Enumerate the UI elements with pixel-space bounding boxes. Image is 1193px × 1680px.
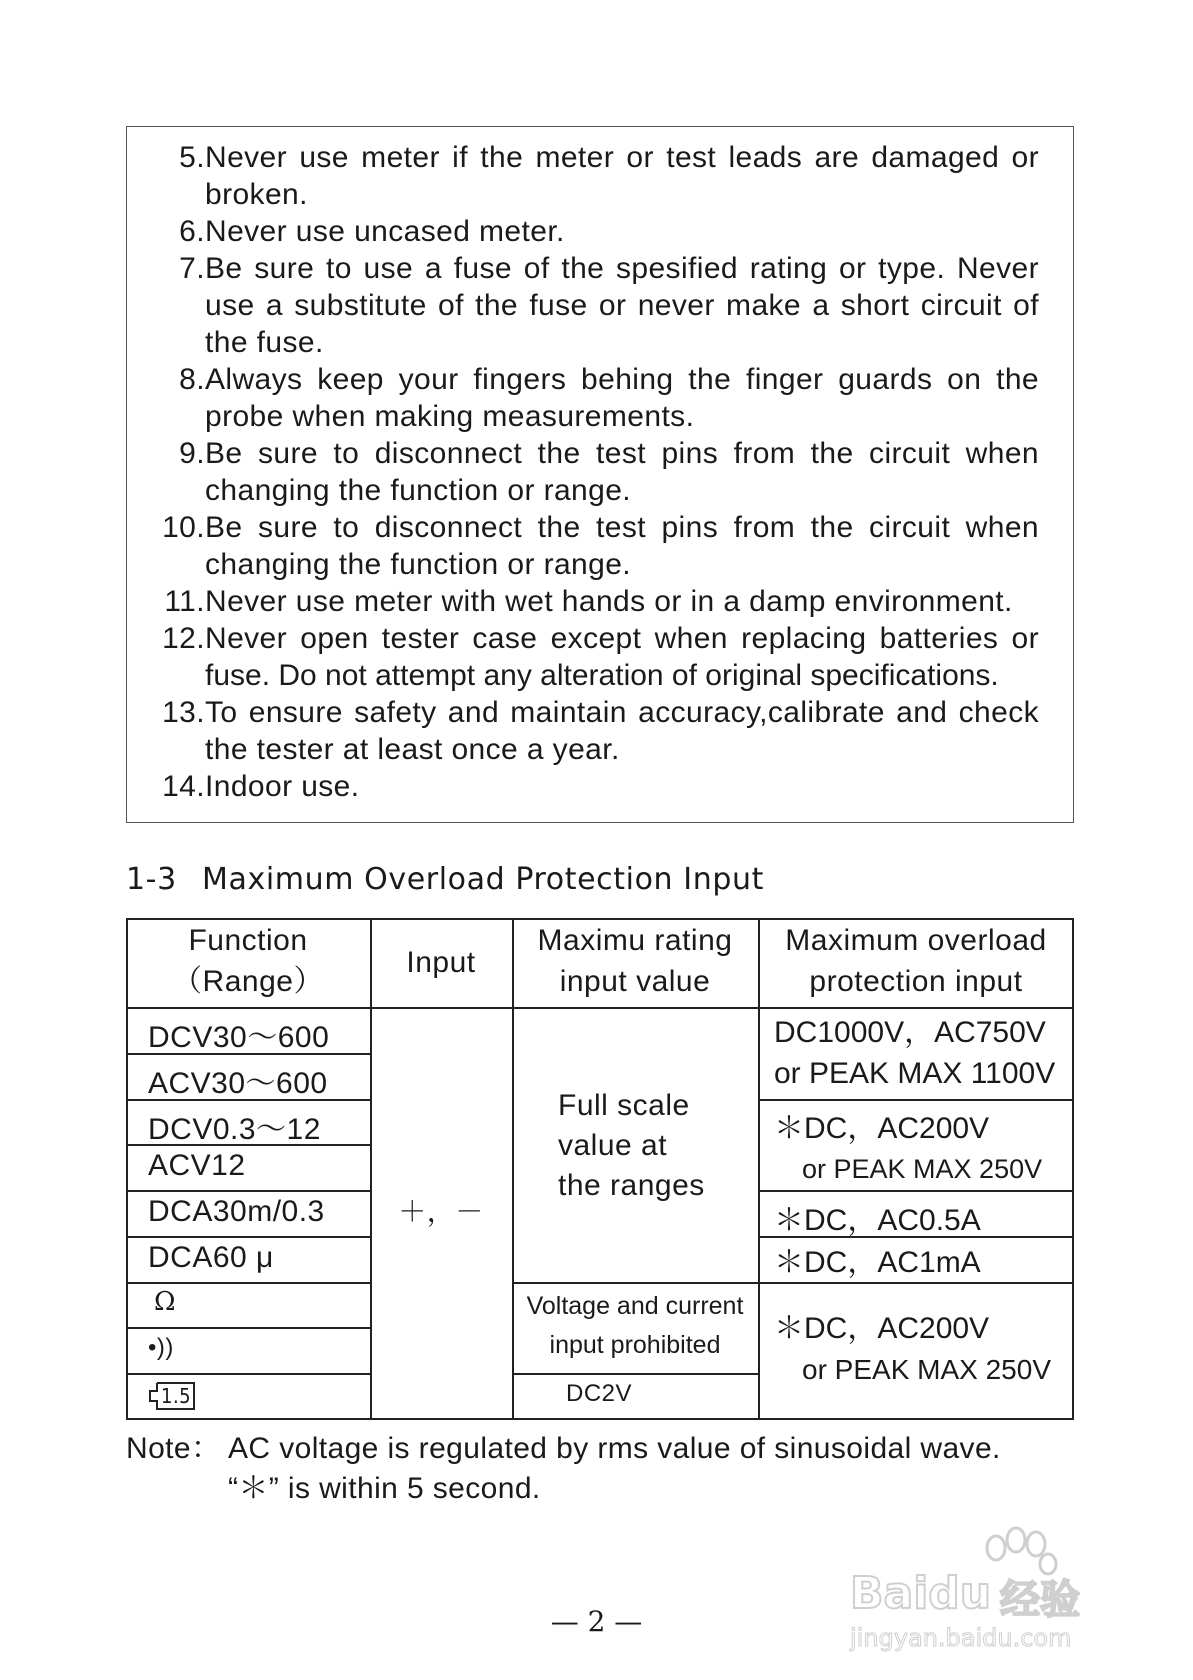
row-divider xyxy=(126,1373,370,1375)
function-dca60u: DCA60 μ xyxy=(148,1241,274,1274)
header-line: protection input xyxy=(809,965,1023,998)
section-number: 1-3 xyxy=(126,862,177,897)
item-number: 6. xyxy=(179,215,205,248)
header-divider xyxy=(126,1007,1074,1009)
rating-line: Full scale xyxy=(558,1089,690,1122)
overload-dcv-acv xyxy=(774,1012,1074,1094)
item-number: 7. xyxy=(179,252,205,285)
table-border-bottom xyxy=(126,1418,1074,1420)
battery-test-label: 1.5 xyxy=(161,1384,192,1408)
item-number: 13. xyxy=(162,696,205,729)
item-text: the fuse. xyxy=(205,326,324,359)
note-line: AC voltage is regulated by rms value of sinusoidal wave. xyxy=(228,1432,1001,1465)
header-line: Maximum overload xyxy=(785,924,1047,957)
row-divider xyxy=(126,1327,370,1329)
item-text: Never use meter with wet hands or in a damp environment. xyxy=(205,585,1013,618)
item-number: 9. xyxy=(179,437,205,470)
overload-dca30: ＊DC，AC0.5A xyxy=(774,1204,981,1237)
item-text: fuse. Do not attempt any alteration of original specifications. xyxy=(205,659,999,692)
function-dcv0-3-12: DCV0.3～12 xyxy=(148,1113,321,1146)
overload-line: ＊DC，AC200V xyxy=(774,1112,990,1145)
page-number: — 2 — xyxy=(550,1605,643,1638)
header-input: Input xyxy=(406,946,476,979)
row-divider xyxy=(758,1099,1074,1101)
col-divider xyxy=(370,918,372,1420)
row-divider xyxy=(126,1236,370,1238)
row-divider xyxy=(126,1190,370,1192)
safety-instructions-box xyxy=(126,126,1074,823)
section-heading xyxy=(126,862,764,897)
header-line: （Range） xyxy=(172,965,324,998)
note-line: “＊” is within 5 second. xyxy=(228,1472,541,1505)
item-text: Be sure to use a fuse of the spesified rating or type. Never xyxy=(205,252,1039,285)
item-text: Always keep your fingers behing the finger guards on the xyxy=(205,363,1039,396)
input-polarity: ＋，－ xyxy=(398,1195,484,1228)
row-divider xyxy=(126,1282,370,1284)
item-number: 10. xyxy=(162,511,205,544)
rating-line: the ranges xyxy=(558,1169,705,1202)
function-ohm: Ω xyxy=(154,1287,177,1317)
rating-full-scale xyxy=(558,1086,748,1206)
watermark-brand: Baidu xyxy=(850,1568,992,1619)
rating-line: Voltage and current xyxy=(526,1292,744,1320)
header-line: input value xyxy=(559,965,711,998)
watermark-cn: 经验 xyxy=(1000,1577,1080,1623)
note-label: Note： xyxy=(126,1432,222,1465)
item-text: Never use meter if the meter or test leads are damaged or xyxy=(205,141,1039,174)
overload-line: or PEAK MAX 250V xyxy=(802,1154,1043,1184)
overload-protection-table xyxy=(126,918,1074,1420)
rating-dc2v: DC2V xyxy=(566,1380,633,1407)
rating-line: value at xyxy=(558,1129,668,1162)
item-number: 14. xyxy=(162,770,205,803)
item-number: 12. xyxy=(162,622,205,655)
item-number: 8. xyxy=(179,363,205,396)
section-title: Maximum Overload Protection Input xyxy=(202,862,764,897)
overload-dca60: ＊DC，AC1mA xyxy=(774,1246,981,1279)
rating-line: input prohibited xyxy=(549,1331,721,1359)
overload-line: ＊DC，AC200V xyxy=(774,1312,990,1345)
function-acv12: ACV12 xyxy=(148,1149,246,1182)
item-text: changing the function or range. xyxy=(205,548,632,581)
function-acv30-600: ACV30～600 xyxy=(148,1067,328,1100)
item-text: changing the function or range. xyxy=(205,474,632,507)
baidu-watermark xyxy=(850,1510,1130,1660)
overload-line: or PEAK MAX 1100V xyxy=(774,1057,1056,1090)
item-text: Never open tester case except when replacing batteries or xyxy=(205,622,1039,655)
item-text: Be sure to disconnect the test pins from the circuit when xyxy=(205,511,1039,544)
row-divider xyxy=(758,1282,1074,1284)
rating-prohibited xyxy=(512,1287,758,1365)
overload-line: or PEAK MAX 250V xyxy=(802,1354,1052,1385)
function-dca30m: DCA30m/0.3 xyxy=(148,1195,325,1228)
row-divider xyxy=(758,1190,1074,1192)
item-text: broken. xyxy=(205,178,308,211)
overload-ohm xyxy=(774,1308,1074,1390)
item-text: Be sure to disconnect the test pins from the circuit when xyxy=(205,437,1039,470)
item-number: 5. xyxy=(179,141,205,174)
function-dcv30-600: DCV30～600 xyxy=(148,1021,330,1054)
header-line: Maximu rating xyxy=(537,924,733,957)
item-number: 11. xyxy=(164,585,205,618)
header-overload xyxy=(758,920,1074,1002)
item-text: use a substitute of the fuse or never make a short circuit of xyxy=(205,289,1039,322)
item-text: probe when making measurements. xyxy=(205,400,695,433)
row-divider xyxy=(512,1373,758,1375)
row-divider xyxy=(512,1282,758,1284)
header-line: Function xyxy=(188,924,308,957)
overload-line: DC1000V，AC750V xyxy=(774,1016,1046,1049)
item-text: the tester at least once a year. xyxy=(205,733,620,766)
overload-low-voltage xyxy=(774,1108,1074,1190)
header-rating xyxy=(512,920,758,1002)
item-text: Indoor use. xyxy=(205,770,360,803)
function-battery xyxy=(148,1380,198,1412)
item-text: To ensure safety and maintain accuracy,calibrate and check xyxy=(205,696,1039,729)
watermark-url: jingyan.baidu.com xyxy=(850,1624,1072,1652)
header-function xyxy=(126,920,370,1002)
function-continuity: •)) xyxy=(148,1334,174,1361)
item-text: Never use uncased meter. xyxy=(205,215,565,248)
